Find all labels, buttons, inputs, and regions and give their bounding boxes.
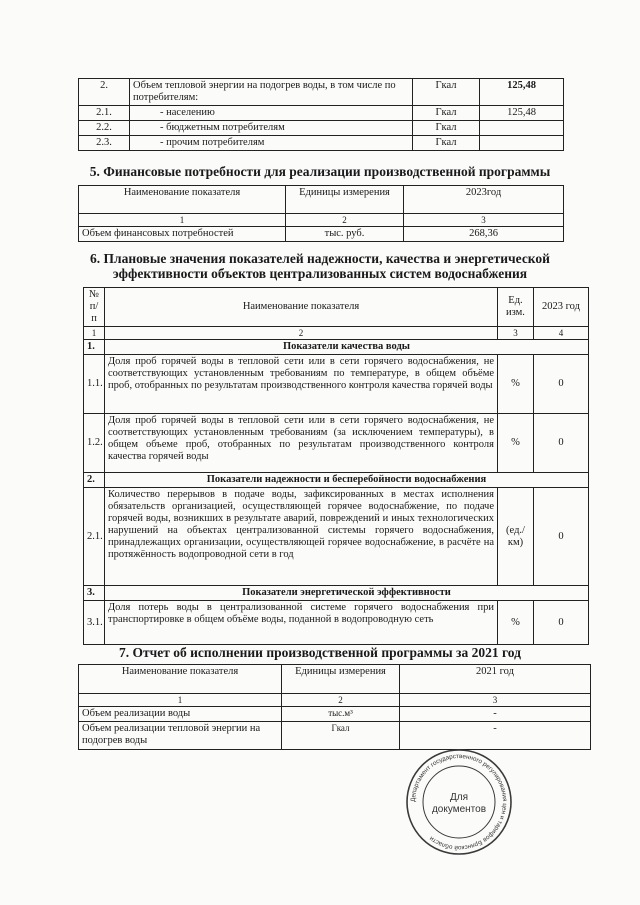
header-name: Наименование показателя [105, 288, 498, 327]
header-unit: Единицы измерения [286, 186, 404, 214]
index-cell: 2 [105, 327, 498, 340]
row-text: Доля потерь воды в централизованной системе горячего водоснабжения при транспортировке в общем объёме воды, поданной в водопроводную сеть [105, 601, 498, 645]
group-row [84, 586, 589, 601]
table-row [79, 707, 591, 722]
row-unit: тыс.м³ [282, 707, 400, 722]
row-value: 125,48 [480, 79, 564, 106]
group-title: Показатели качества воды [105, 340, 589, 355]
index-row [79, 694, 591, 707]
header-num: № п/п [84, 288, 105, 327]
section6-title-line1: 6. Плановые значения показателей надежности, качества и энергетической [90, 251, 550, 266]
financial-needs-table [78, 185, 564, 242]
table-row [79, 722, 591, 750]
table-row [79, 121, 564, 136]
row-name: - бюджетным потребителям [130, 121, 413, 136]
index-cell: 3 [498, 327, 534, 340]
row-value: 0 [534, 355, 589, 414]
header-year: 2021 год [400, 665, 591, 694]
row-name: Объем финансовых потребностей [79, 227, 286, 242]
section6-title-line2: эффективности объектов централизованных систем водоснабжения [112, 266, 528, 281]
table-row [84, 414, 589, 473]
row-value [480, 136, 564, 151]
header-unit: Единицы измерения [282, 665, 400, 694]
index-cell: 1 [79, 214, 286, 227]
row-number: 2.1. [79, 106, 130, 121]
row-value: 0 [534, 601, 589, 645]
table-row [79, 79, 564, 106]
header-name: Наименование показателя [79, 186, 286, 214]
table-row [79, 106, 564, 121]
stamp-center-line1: Для [449, 792, 469, 803]
row-unit: Гкал [413, 136, 480, 151]
row-number: 1.1. [84, 355, 105, 414]
official-stamp [405, 748, 513, 856]
row-unit: % [498, 355, 534, 414]
program-report-table [78, 664, 591, 750]
table-header [84, 288, 589, 327]
group-row [84, 340, 589, 355]
row-value: 0 [534, 414, 589, 473]
row-value: 0 [534, 488, 589, 586]
row-name: Объем тепловой энергии на подогрев воды, в том числе по потребителям: [130, 79, 413, 106]
table-row [79, 227, 564, 242]
group-number: 1. [84, 340, 105, 355]
group-row [84, 473, 589, 488]
group-title: Показатели энергетической эффективности [105, 586, 589, 601]
row-unit: % [498, 414, 534, 473]
group-title: Показатели надежности и бесперебойности водоснабжения [105, 473, 589, 488]
row-text: Доля проб горячей воды в тепловой сети или в сети горячего водоснабжения, не соответствующих установленным требованиям (за исключением температуры), в общем объеме проб, отобранных по результатам производственного контроля качества горячей воды [105, 414, 498, 473]
index-cell: 3 [404, 214, 564, 227]
row-name: - населению [130, 106, 413, 121]
row-name: Объем реализации тепловой энергии на подогрев воды [79, 722, 282, 750]
row-unit: Гкал [413, 121, 480, 136]
index-row [84, 327, 589, 340]
section7-title: 7. Отчет об исполнении производственной программы за 2021 год [119, 645, 521, 660]
row-number: 2.3. [79, 136, 130, 151]
reliability-indicators-table [83, 287, 589, 645]
index-cell: 4 [534, 327, 589, 340]
header-year: 2023 год [534, 288, 589, 327]
group-number: 2. [84, 473, 105, 488]
table-header [79, 186, 564, 214]
table-row [84, 601, 589, 645]
header-name: Наименование показателя [79, 665, 282, 694]
header-unit: Ед. изм. [498, 288, 534, 327]
table-row [84, 355, 589, 414]
heat-energy-table [78, 78, 564, 151]
row-value: - [400, 722, 591, 750]
index-row [79, 214, 564, 227]
stamp-ring-text: Департамент государственного регулирования цен и тарифов Брянской области [409, 752, 509, 852]
table-row [84, 488, 589, 586]
row-unit: Гкал [413, 106, 480, 121]
row-value: - [400, 707, 591, 722]
row-unit: тыс. руб. [286, 227, 404, 242]
row-value: 268,36 [404, 227, 564, 242]
stamp-center-line2: документов [431, 804, 487, 815]
row-text: Доля проб горячей воды в тепловой сети или в сети горячего водоснабжения, не соответствующих установленным требованиям по температуре, в общем объёме проб, отобранных по результатам производственного контроля качества горячей воды [105, 355, 498, 414]
row-text: Количество перерывов в подаче воды, зафиксированных в местах исполнения обязательств организацией, осуществляющей горячее водоснабжение, по подаче горячей воды, возникших в результате аварий, повреждений и иных технологических нарушений на объектах централизованной системы горячего водоснабжения, принадлежащих организации, осуществляющей горячее водоснабжение, в расчёте на протяжённость водопроводной сети в год [105, 488, 498, 586]
row-number: 2.1. [84, 488, 105, 586]
row-name: Объем реализации воды [79, 707, 282, 722]
index-cell: 1 [79, 694, 282, 707]
row-value [480, 121, 564, 136]
section5-title: 5. Финансовые потребности для реализации производственной программы [89, 164, 551, 179]
row-number: 2. [79, 79, 130, 106]
header-year: 2023год [404, 186, 564, 214]
index-cell: 1 [84, 327, 105, 340]
table-header [79, 665, 591, 694]
group-number: 3. [84, 586, 105, 601]
row-number: 2.2. [79, 121, 130, 136]
row-unit: Гкал [282, 722, 400, 750]
index-cell: 2 [286, 214, 404, 227]
row-value: 125,48 [480, 106, 564, 121]
index-cell: 3 [400, 694, 591, 707]
row-number: 1.2. [84, 414, 105, 473]
row-unit: (ед./км) [498, 488, 534, 586]
row-name: - прочим потребителям [130, 136, 413, 151]
index-cell: 2 [282, 694, 400, 707]
row-number: 3.1. [84, 601, 105, 645]
row-unit: Гкал [413, 79, 480, 106]
row-unit: % [498, 601, 534, 645]
table-row [79, 136, 564, 151]
